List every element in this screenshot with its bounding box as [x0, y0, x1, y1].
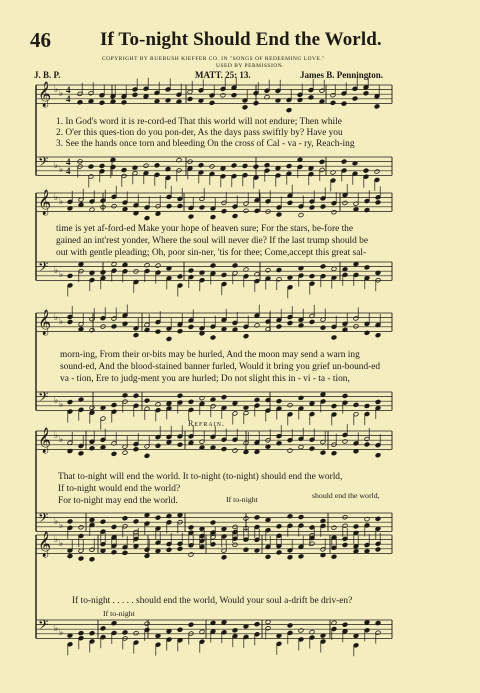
- lyricist-initials: J. B. P.: [34, 70, 61, 80]
- note-head: [111, 524, 117, 529]
- note-head: [111, 262, 117, 267]
- flat-sign-icon: ♭: [59, 539, 64, 549]
- note-head: [320, 325, 326, 330]
- note-head: [242, 105, 248, 110]
- note-head: [154, 99, 160, 104]
- note-head: [243, 208, 249, 213]
- note-head: [67, 400, 73, 405]
- note-head: [221, 272, 227, 277]
- note-head: [155, 443, 161, 448]
- note-head: [210, 263, 216, 268]
- note-head: [77, 100, 83, 105]
- flat-sign-icon: ♭: [59, 400, 64, 410]
- note-head: [287, 403, 293, 408]
- note-head: [375, 547, 381, 552]
- note-head: [254, 397, 260, 402]
- note-head: [265, 268, 271, 273]
- note-head: [286, 164, 292, 169]
- hymn-number: 46: [30, 28, 51, 52]
- note-head: [232, 214, 238, 219]
- treble-clef-icon: 𝄞: [38, 428, 52, 453]
- note-head: [309, 446, 315, 451]
- note-head: [67, 273, 73, 278]
- note-head: [132, 92, 138, 97]
- note-head: [342, 393, 348, 398]
- verse-1-line-2: time is yet af-ford-ed Make your hope of heaven sure; For the stars, be-fore the: [56, 224, 354, 234]
- note-head: [188, 552, 194, 557]
- note-head: [353, 324, 359, 329]
- note-head: [341, 159, 347, 164]
- note-head: [298, 628, 304, 633]
- note-head: [221, 555, 227, 560]
- note-head: [363, 168, 369, 173]
- flat-sign-icon: ♭: [59, 270, 64, 280]
- note-head: [231, 93, 237, 98]
- permission-line: USED BY PERMISSION.: [216, 63, 285, 69]
- note-head: [78, 262, 84, 267]
- note-head: [298, 445, 304, 450]
- note-head: [122, 450, 128, 455]
- note-head: [243, 547, 249, 552]
- bass-clef-icon: 𝄢: [38, 510, 49, 529]
- note-head: [331, 525, 337, 530]
- note-head: [143, 163, 149, 168]
- flat-sign-icon: ♭: [54, 517, 59, 527]
- flat-sign-icon: ♭: [54, 431, 59, 441]
- refrain-bass-cue-1: If to-night: [226, 495, 258, 504]
- note-head: [298, 213, 304, 218]
- note-head: [154, 163, 160, 168]
- note-head: [121, 168, 127, 173]
- note-head: [177, 546, 183, 551]
- verse-1-line-3: morn-ing, From their or-bits may be hurled, And the moon may send a warn ing: [60, 350, 360, 360]
- note-head: [221, 446, 227, 451]
- note-head: [100, 626, 106, 631]
- note-head: [297, 97, 303, 102]
- note-head: [243, 334, 249, 339]
- note-head: [122, 630, 128, 635]
- note-head: [298, 515, 304, 520]
- note-head: [133, 519, 139, 524]
- note-head: [254, 515, 260, 520]
- note-head: [331, 266, 337, 271]
- time-signature-icon: 4: [66, 157, 71, 167]
- note-head: [286, 108, 292, 113]
- flat-sign-icon: ♭: [54, 85, 59, 95]
- note-head: [320, 518, 326, 523]
- refrain-heading: Refrain.: [188, 419, 226, 428]
- note-head: [89, 517, 95, 522]
- note-head: [177, 393, 183, 398]
- note-head: [287, 623, 293, 628]
- note-head: [188, 622, 194, 627]
- note-head: [155, 515, 161, 520]
- verse-3-line-2: out with gentle pleading; Oh, poor sin-ner, 'tis for thee; Come,accept this great sal-: [56, 248, 367, 258]
- note-head: [353, 402, 359, 407]
- note-head: [221, 620, 227, 625]
- note-head: [298, 395, 304, 400]
- note-head: [198, 163, 204, 168]
- note-head: [331, 210, 337, 215]
- note-head: [99, 163, 105, 168]
- refrain-line-2: If to-night would end the world?: [58, 484, 181, 494]
- note-head: [342, 200, 348, 205]
- note-head: [287, 321, 293, 326]
- note-head: [374, 104, 380, 109]
- bass-clef-icon: 𝄢: [38, 617, 49, 636]
- note-head: [242, 163, 248, 168]
- note-head: [221, 327, 227, 332]
- note-head: [320, 264, 326, 269]
- flat-sign-icon: ♭: [54, 535, 59, 545]
- note-head: [320, 204, 326, 209]
- note-head: [188, 268, 194, 273]
- note-head: [254, 208, 260, 213]
- time-signature-icon: 4: [66, 85, 71, 95]
- note-head: [122, 207, 128, 212]
- treble-clef-icon: 𝄞: [38, 310, 52, 335]
- note-head: [375, 453, 381, 458]
- note-head: [166, 204, 172, 209]
- note-head: [88, 99, 94, 104]
- scripture-reference: MATT. 25: 13.: [195, 70, 251, 80]
- note-head: [143, 94, 149, 99]
- time-signature-icon: 4: [66, 94, 71, 104]
- note-head: [309, 401, 315, 406]
- note-head: [188, 324, 194, 329]
- note-head: [177, 627, 183, 632]
- note-head: [89, 631, 95, 636]
- note-head: [276, 267, 282, 272]
- treble-clef-icon: 𝄞: [38, 532, 52, 557]
- note-head: [133, 631, 139, 636]
- note-head: [364, 208, 370, 213]
- note-head: [210, 335, 216, 340]
- note-head: [133, 333, 139, 338]
- note-head: [309, 274, 315, 279]
- note-head: [364, 265, 370, 270]
- note-head: [276, 324, 282, 329]
- note-head: [78, 327, 84, 332]
- note-head: [375, 399, 381, 404]
- refrain-bass-cue-2: should end the world,: [312, 491, 380, 500]
- note-head: [210, 520, 216, 525]
- note-head: [276, 399, 282, 404]
- refrain-line-4: If to-night . . . . . should end the world, Would your soul a-drift be driv-en?: [72, 596, 353, 606]
- note-head: [364, 549, 370, 554]
- note-head: [265, 554, 271, 559]
- note-head: [363, 91, 369, 96]
- note-head: [67, 519, 73, 524]
- note-head: [100, 519, 106, 524]
- note-head: [78, 556, 84, 561]
- note-head: [177, 442, 183, 447]
- bass-clef-icon: 𝄢: [38, 154, 49, 173]
- note-head: [364, 403, 370, 408]
- bass-clef-icon: 𝄢: [38, 259, 49, 278]
- note-head: [276, 524, 282, 529]
- note-head: [122, 550, 128, 555]
- note-head: [232, 448, 238, 453]
- note-head: [78, 525, 84, 530]
- note-head: [287, 555, 293, 560]
- note-head: [88, 164, 94, 169]
- note-head: [320, 450, 326, 455]
- note-head: [188, 525, 194, 530]
- note-head: [342, 542, 348, 547]
- note-head: [265, 517, 271, 522]
- note-head: [364, 620, 370, 625]
- note-head: [67, 554, 73, 559]
- note-head: [166, 336, 172, 341]
- note-head: [144, 398, 150, 403]
- note-head: [330, 100, 336, 105]
- note-head: [188, 399, 194, 404]
- refrain-line-1: That to-night will end the world. It to-night (to-night) should end the world,: [58, 472, 343, 482]
- note-head: [364, 442, 370, 447]
- note-head: [199, 205, 205, 210]
- flat-sign-icon: ♭: [54, 313, 59, 323]
- treble-clef-icon: 𝄞: [38, 190, 52, 215]
- flat-sign-icon: ♭: [59, 317, 64, 327]
- note-head: [276, 550, 282, 555]
- note-head: [111, 324, 117, 329]
- refrain-line-3: For to-night may end the world.: [58, 496, 178, 506]
- note-head: [188, 214, 194, 219]
- note-head: [155, 211, 161, 216]
- note-head: [155, 263, 161, 268]
- verse-2-line-2: gained an int'rest yonder, Where the soul will never die? If the last trump should be: [56, 236, 368, 246]
- note-head: [221, 209, 227, 214]
- note-head: [342, 622, 348, 627]
- note-head: [375, 333, 381, 338]
- note-head: [177, 513, 183, 518]
- note-head: [309, 319, 315, 324]
- note-head: [319, 159, 325, 164]
- note-head: [144, 453, 150, 458]
- note-head: [331, 335, 337, 340]
- note-head: [78, 451, 84, 456]
- note-head: [220, 93, 226, 98]
- flat-sign-icon: ♭: [59, 628, 64, 638]
- flat-sign-icon: ♭: [59, 197, 64, 207]
- note-head: [264, 163, 270, 168]
- note-head: [232, 263, 238, 268]
- flat-sign-icon: ♭: [54, 396, 59, 406]
- verse-3-line-1: 3. See the hands once torn and bleeding On the cross of Cal - va - ry, Reach-ing: [56, 139, 355, 149]
- note-head: [111, 550, 117, 555]
- note-head: [111, 402, 117, 407]
- note-head: [287, 200, 293, 205]
- note-head: [78, 631, 84, 636]
- note-head: [89, 446, 95, 451]
- note-head: [375, 516, 381, 521]
- note-head: [67, 319, 73, 324]
- note-head: [155, 329, 161, 334]
- flat-sign-icon: ♭: [59, 89, 64, 99]
- note-head: [122, 516, 128, 521]
- note-head: [353, 207, 359, 212]
- note-head: [374, 169, 380, 174]
- note-head: [177, 203, 183, 208]
- note-head: [133, 393, 139, 398]
- note-head: [111, 204, 117, 209]
- verse-2-line-1: 2. O'er this ques-tion do you pon-der, As the days pass swiftly by? Have you: [56, 128, 343, 138]
- note-head: [276, 212, 282, 217]
- note-head: [352, 96, 358, 101]
- note-head: [166, 401, 172, 406]
- note-head: [99, 100, 105, 105]
- note-head: [231, 163, 237, 168]
- note-head: [111, 451, 117, 456]
- note-head: [221, 395, 227, 400]
- note-head: [209, 100, 215, 105]
- note-head: [331, 404, 337, 409]
- note-head: [144, 553, 150, 558]
- note-head: [121, 100, 127, 105]
- flat-sign-icon: ♭: [59, 165, 64, 175]
- note-head: [133, 447, 139, 452]
- composer-name: James B. Pennington.: [300, 70, 384, 80]
- note-head: [122, 393, 128, 398]
- note-head: [187, 97, 193, 102]
- note-head: [341, 101, 347, 106]
- note-head: [254, 622, 260, 627]
- note-head: [243, 449, 249, 454]
- flat-sign-icon: ♭: [54, 193, 59, 203]
- note-head: [89, 328, 95, 333]
- flat-sign-icon: ♭: [54, 266, 59, 276]
- flat-sign-icon: ♭: [54, 161, 59, 171]
- note-head: [309, 205, 315, 210]
- note-head: [177, 274, 183, 279]
- time-signature-icon: 4: [66, 166, 71, 176]
- refrain-bass-cue-3: If to-night: [103, 609, 135, 618]
- note-head: [375, 200, 381, 205]
- note-head: [331, 554, 337, 559]
- verse-1-line-1: 1. In God's word it is re-cord-ed That this world will not endure; Then while: [56, 117, 342, 127]
- note-head: [177, 329, 183, 334]
- note-head: [144, 216, 150, 221]
- note-head: [232, 628, 238, 633]
- note-head: [210, 215, 216, 220]
- bass-clef-icon: 𝄢: [38, 389, 49, 408]
- copyright-line: COPYRIGHT BY RUEBUSH KIEFFER CO. IN "SONGS OF REDEEMING LOVE.": [102, 56, 325, 62]
- flat-sign-icon: ♭: [54, 624, 59, 634]
- note-head: [342, 439, 348, 444]
- flat-sign-icon: ♭: [59, 435, 64, 445]
- treble-clef-icon: 𝄞: [38, 82, 52, 107]
- flat-sign-icon: ♭: [59, 521, 64, 531]
- note-head: [144, 621, 150, 626]
- note-head: [342, 515, 348, 520]
- note-head: [331, 451, 337, 456]
- note-head: [298, 554, 304, 559]
- note-head: [287, 448, 293, 453]
- note-head: [254, 449, 260, 454]
- note-head: [320, 392, 326, 397]
- verse-2-line-3: sound-ed, And the blood-stained banner furled, Would it bring you grief un-bound-ed: [60, 362, 381, 372]
- note-head: [353, 524, 359, 529]
- note-head: [287, 514, 293, 519]
- hymn-title: If To-night Should End the World.: [100, 29, 382, 50]
- verse-3-line-3: va - tion, Ere to judg-ment you are hurled; Do not slight this in - vi - ta - tion,: [60, 374, 350, 384]
- note-head: [166, 547, 172, 552]
- note-head: [89, 557, 95, 562]
